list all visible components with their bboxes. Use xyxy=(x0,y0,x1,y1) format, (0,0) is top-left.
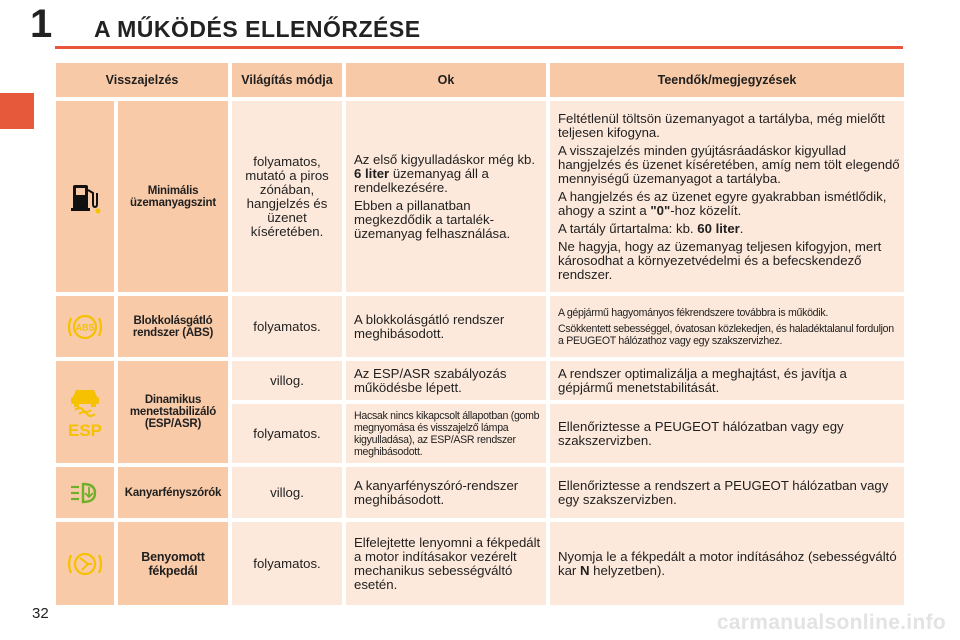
abs-action-brakes-work: A gépjármű hagyományos fékrendszere továbbra is működik. xyxy=(558,306,828,319)
brake-pedal-warning-mode: folyamatos. xyxy=(232,522,342,605)
brake-pedal-warning-action xyxy=(550,522,904,605)
fuel-cause-text-end: üzemanyag áll a rendelkezésére. xyxy=(354,165,489,195)
watermark: carmanualsonline.info xyxy=(716,611,946,634)
fuel-warning-actions xyxy=(550,101,904,292)
title-underline xyxy=(55,46,903,49)
abs-icon-label: ABS xyxy=(75,322,95,332)
fuel-warning-mode: folyamatos, mutató a piros zónában, hangjelzés és üzenet kíséretében. xyxy=(232,101,342,292)
header-indicator: Visszajelzés xyxy=(56,63,228,97)
fuel-warning-cause xyxy=(346,101,546,292)
fuel-level-zero: "0" xyxy=(650,202,671,218)
cornering-light-warning-action: Ellenőriztesse a rendszert a PEUGEOT hálózatban vagy egy szakszervizben. xyxy=(550,467,904,518)
header-lighting-mode: Világítás módja xyxy=(232,63,342,97)
warning-lights-table xyxy=(56,63,904,605)
fuel-action-frequency: A hangjelzés és az üzenet egyre gyakrabban ismétlődik, ahogy a szint a xyxy=(558,188,887,218)
esp-icon-label: ESP xyxy=(67,421,103,440)
cornering-light-warning-name: Kanyarfényszórók xyxy=(118,467,228,518)
cornering-light-icon xyxy=(65,473,105,513)
abs-warning-mode: folyamatos. xyxy=(232,296,342,357)
fuel-cause-reserve-note: Ebben a pillanatban megkezdődik a tartalék-üzemanyag felhasználása. xyxy=(354,197,511,241)
abs-icon xyxy=(65,307,105,347)
esp-fault-mode: folyamatos. xyxy=(232,404,342,463)
fuel-pump-icon xyxy=(65,177,105,217)
esp-warning-name: Dinamikus menetstabilizáló (ESP/ASR) xyxy=(118,361,228,463)
chapter-tab-marker xyxy=(0,93,34,129)
abs-warning-actions xyxy=(550,296,904,357)
brake-action-text: Nyomja le a fékpedált a motor indításához (sebességváltó kar xyxy=(558,548,897,578)
cornering-light-warning-mode: villog. xyxy=(232,467,342,518)
fuel-action-warning: Ne hagyja, hogy az üzemanyag teljesen kifogyjon, mert károsodhat a környezetvédelmi és a befecskendező rendszer. xyxy=(558,238,882,282)
esp-active-mode: villog. xyxy=(232,361,342,400)
brake-pedal-warning-name: Benyomott fékpedál xyxy=(118,522,228,605)
header-actions: Teendők/megjegyzések xyxy=(550,63,904,97)
header-cause: Ok xyxy=(346,63,546,97)
fuel-action-frequency-end: -hoz közelít. xyxy=(670,202,742,218)
cornering-light-warning-cause: A kanyarfényszóró-rendszer meghibásodott. xyxy=(346,467,546,518)
fuel-warning-cell xyxy=(56,101,114,292)
fuel-tank-capacity-label: A tartály űrtartalma: kb. xyxy=(558,220,698,236)
abs-action-drive-carefully: Csökkentett sebességgel, óvatosan közlekedjen, és haladéktalanul forduljon a PEUGEOT hálózathoz vagy egy szakszervizhez. xyxy=(558,322,894,347)
brake-action-gear: N xyxy=(579,562,590,578)
fuel-warning-name: Minimális üzemanyagszint xyxy=(118,101,228,292)
page-number: 32 xyxy=(32,605,49,622)
cornering-light-warning-cell xyxy=(56,467,114,518)
esp-warning-cell xyxy=(56,361,114,463)
fuel-tank-capacity: 60 liter xyxy=(697,220,740,236)
fuel-action-refill: Feltétlenül töltsön üzemanyagot a tartályba, még mielőtt teljesen kifogyna. xyxy=(558,110,885,140)
brake-pedal-warning-cell xyxy=(56,522,114,605)
fuel-tank-capacity-end: . xyxy=(739,220,744,236)
fuel-cause-text: Az első kigyulladáskor még kb. xyxy=(354,151,536,167)
esp-fault-cause: Hacsak nincs kikapcsolt állapotban (gomb megnyomása és visszajelző lámpa kigyulladása), az ESP/ASR rendszer meghibásodott. xyxy=(346,404,546,463)
fuel-reserve-amount: 6 liter xyxy=(354,165,390,181)
brake-pedal-icon xyxy=(65,544,105,584)
chapter-number: 1 xyxy=(30,2,53,46)
esp-fault-action: Ellenőriztesse a PEUGEOT hálózatban vagy egy szakszervizben. xyxy=(550,404,904,463)
esp-icon xyxy=(65,384,105,440)
brake-action-text-end: helyzetben). xyxy=(589,562,666,578)
page-title: A MŰKÖDÉS ELLENŐRZÉSE xyxy=(94,16,421,42)
esp-active-cause: Az ESP/ASR szabályozás működésbe lépett. xyxy=(346,361,546,400)
abs-warning-cause: A blokkolásgátló rendszer meghibásodott. xyxy=(346,296,546,357)
abs-warning-cell xyxy=(56,296,114,357)
fuel-action-repeat: A visszajelzés minden gyújtásráadáskor kigyullad hangjelzés és üzenet kíséretében, amíg nem tölt elegendő mennyiségű üzemanyagot a tartályba. xyxy=(558,142,900,186)
brake-pedal-warning-cause: Elfelejtette lenyomni a fékpedált a motor indításakor vezérelt mechanikus sebességváltó esetén. xyxy=(346,522,546,605)
esp-active-action: A rendszer optimalizálja a meghajtást, és javítja a gépjármű menetstabilitását. xyxy=(550,361,904,400)
abs-warning-name: Blokkolásgátló rendszer (ABS) xyxy=(118,296,228,357)
